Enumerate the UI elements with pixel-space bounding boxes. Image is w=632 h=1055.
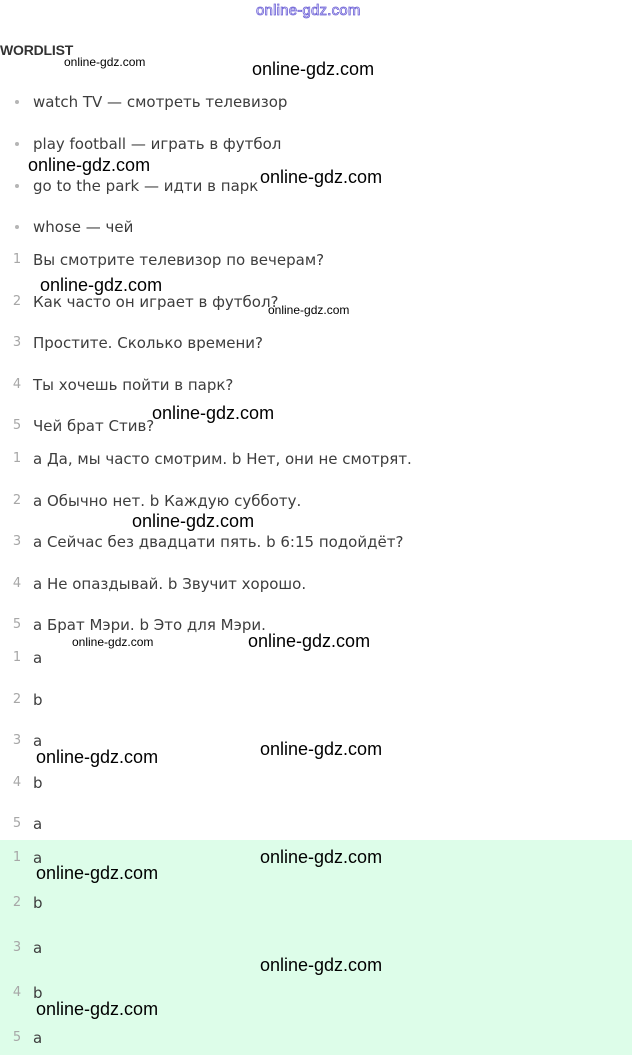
wordlist-item-text: whose — чей: [33, 218, 134, 236]
answer-text: a: [33, 732, 43, 750]
watermark-text: online-gdz.com: [252, 59, 375, 79]
response-text: a Не опаздывай. b Звучит хорошо.: [33, 575, 307, 593]
watermark-text: online-gdz.com: [152, 403, 275, 423]
question-text: Простите. Сколько времени?: [33, 334, 264, 352]
item-number: 4: [12, 775, 22, 790]
watermark-text: online-gdz.com: [36, 863, 159, 883]
watermark-text: online-gdz.com: [248, 631, 371, 651]
item-number: 2: [12, 493, 22, 508]
item-number: 5: [12, 617, 22, 632]
answer-text: a: [33, 815, 43, 833]
item-number: 3: [12, 335, 22, 350]
bullet-icon: [15, 142, 19, 146]
item-number: 2: [12, 294, 22, 309]
watermark-text: online-gdz.com: [40, 275, 163, 295]
answer-text: a: [33, 939, 43, 957]
item-number: 2: [12, 895, 22, 910]
answer-text: b: [33, 691, 43, 709]
item-number: 1: [12, 252, 22, 267]
question-text: Вы смотрите телевизор по вечерам?: [33, 251, 325, 269]
watermark-text: online-gdz.com: [36, 999, 159, 1019]
response-text: a Обычно нет. b Каждую субботу.: [33, 492, 302, 510]
item-number: 4: [12, 985, 22, 1000]
bullet-icon: [15, 225, 19, 229]
question-text: Чей брат Стив?: [33, 417, 155, 435]
answer-text: b: [33, 774, 43, 792]
bullet-icon: [15, 100, 19, 104]
bullet-icon: [15, 184, 19, 188]
header-watermark: online-gdz.com: [256, 2, 361, 19]
item-number: 4: [12, 576, 22, 591]
response-text: a Да, мы часто смотрим. b Нет, они не смотрят.: [33, 450, 412, 468]
watermark-text: online-gdz.com: [268, 303, 350, 317]
item-number: 3: [12, 534, 22, 549]
watermark-text: online-gdz.com: [260, 955, 383, 975]
watermark-text: online-gdz.com: [260, 739, 383, 759]
item-number: 5: [12, 1030, 22, 1045]
watermark-text: online-gdz.com: [72, 635, 154, 649]
question-text: Как часто он играет в футбол?: [33, 293, 279, 311]
wordlist-item-text: go to the park — идти в парк: [33, 177, 259, 195]
item-number: 2: [12, 692, 22, 707]
response-text: a Брат Мэри. b Это для Мэри.: [33, 616, 266, 634]
item-number: 3: [12, 733, 22, 748]
watermark-text: online-gdz.com: [260, 167, 383, 187]
watermark-text: online-gdz.com: [36, 747, 159, 767]
wordlist-item-text: watch TV — смотреть телевизор: [33, 93, 288, 111]
watermark-text: online-gdz.com: [260, 847, 383, 867]
answer-text: a: [33, 849, 43, 867]
item-number: 1: [12, 650, 22, 665]
item-number: 1: [12, 850, 22, 865]
response-text: a Сейчас без двадцати пять. b 6:15 подойдёт?: [33, 533, 404, 551]
item-number: 5: [12, 418, 22, 433]
watermark-text: online-gdz.com: [64, 55, 146, 69]
question-text: Ты хочешь пойти в парк?: [33, 376, 234, 394]
answer-text: b: [33, 984, 43, 1002]
item-number: 4: [12, 377, 22, 392]
item-number: 1: [12, 451, 22, 466]
item-number: 5: [12, 816, 22, 831]
item-number: 3: [12, 940, 22, 955]
watermark-text: online-gdz.com: [132, 511, 255, 531]
wordlist-item-text: play football — играть в футбол: [33, 135, 282, 153]
answer-text: a: [33, 649, 43, 667]
watermark-text: online-gdz.com: [28, 155, 151, 175]
answer-text: b: [33, 894, 43, 912]
answer-text: a: [33, 1029, 43, 1047]
wordlist-title: WORDLIST: [0, 42, 74, 58]
